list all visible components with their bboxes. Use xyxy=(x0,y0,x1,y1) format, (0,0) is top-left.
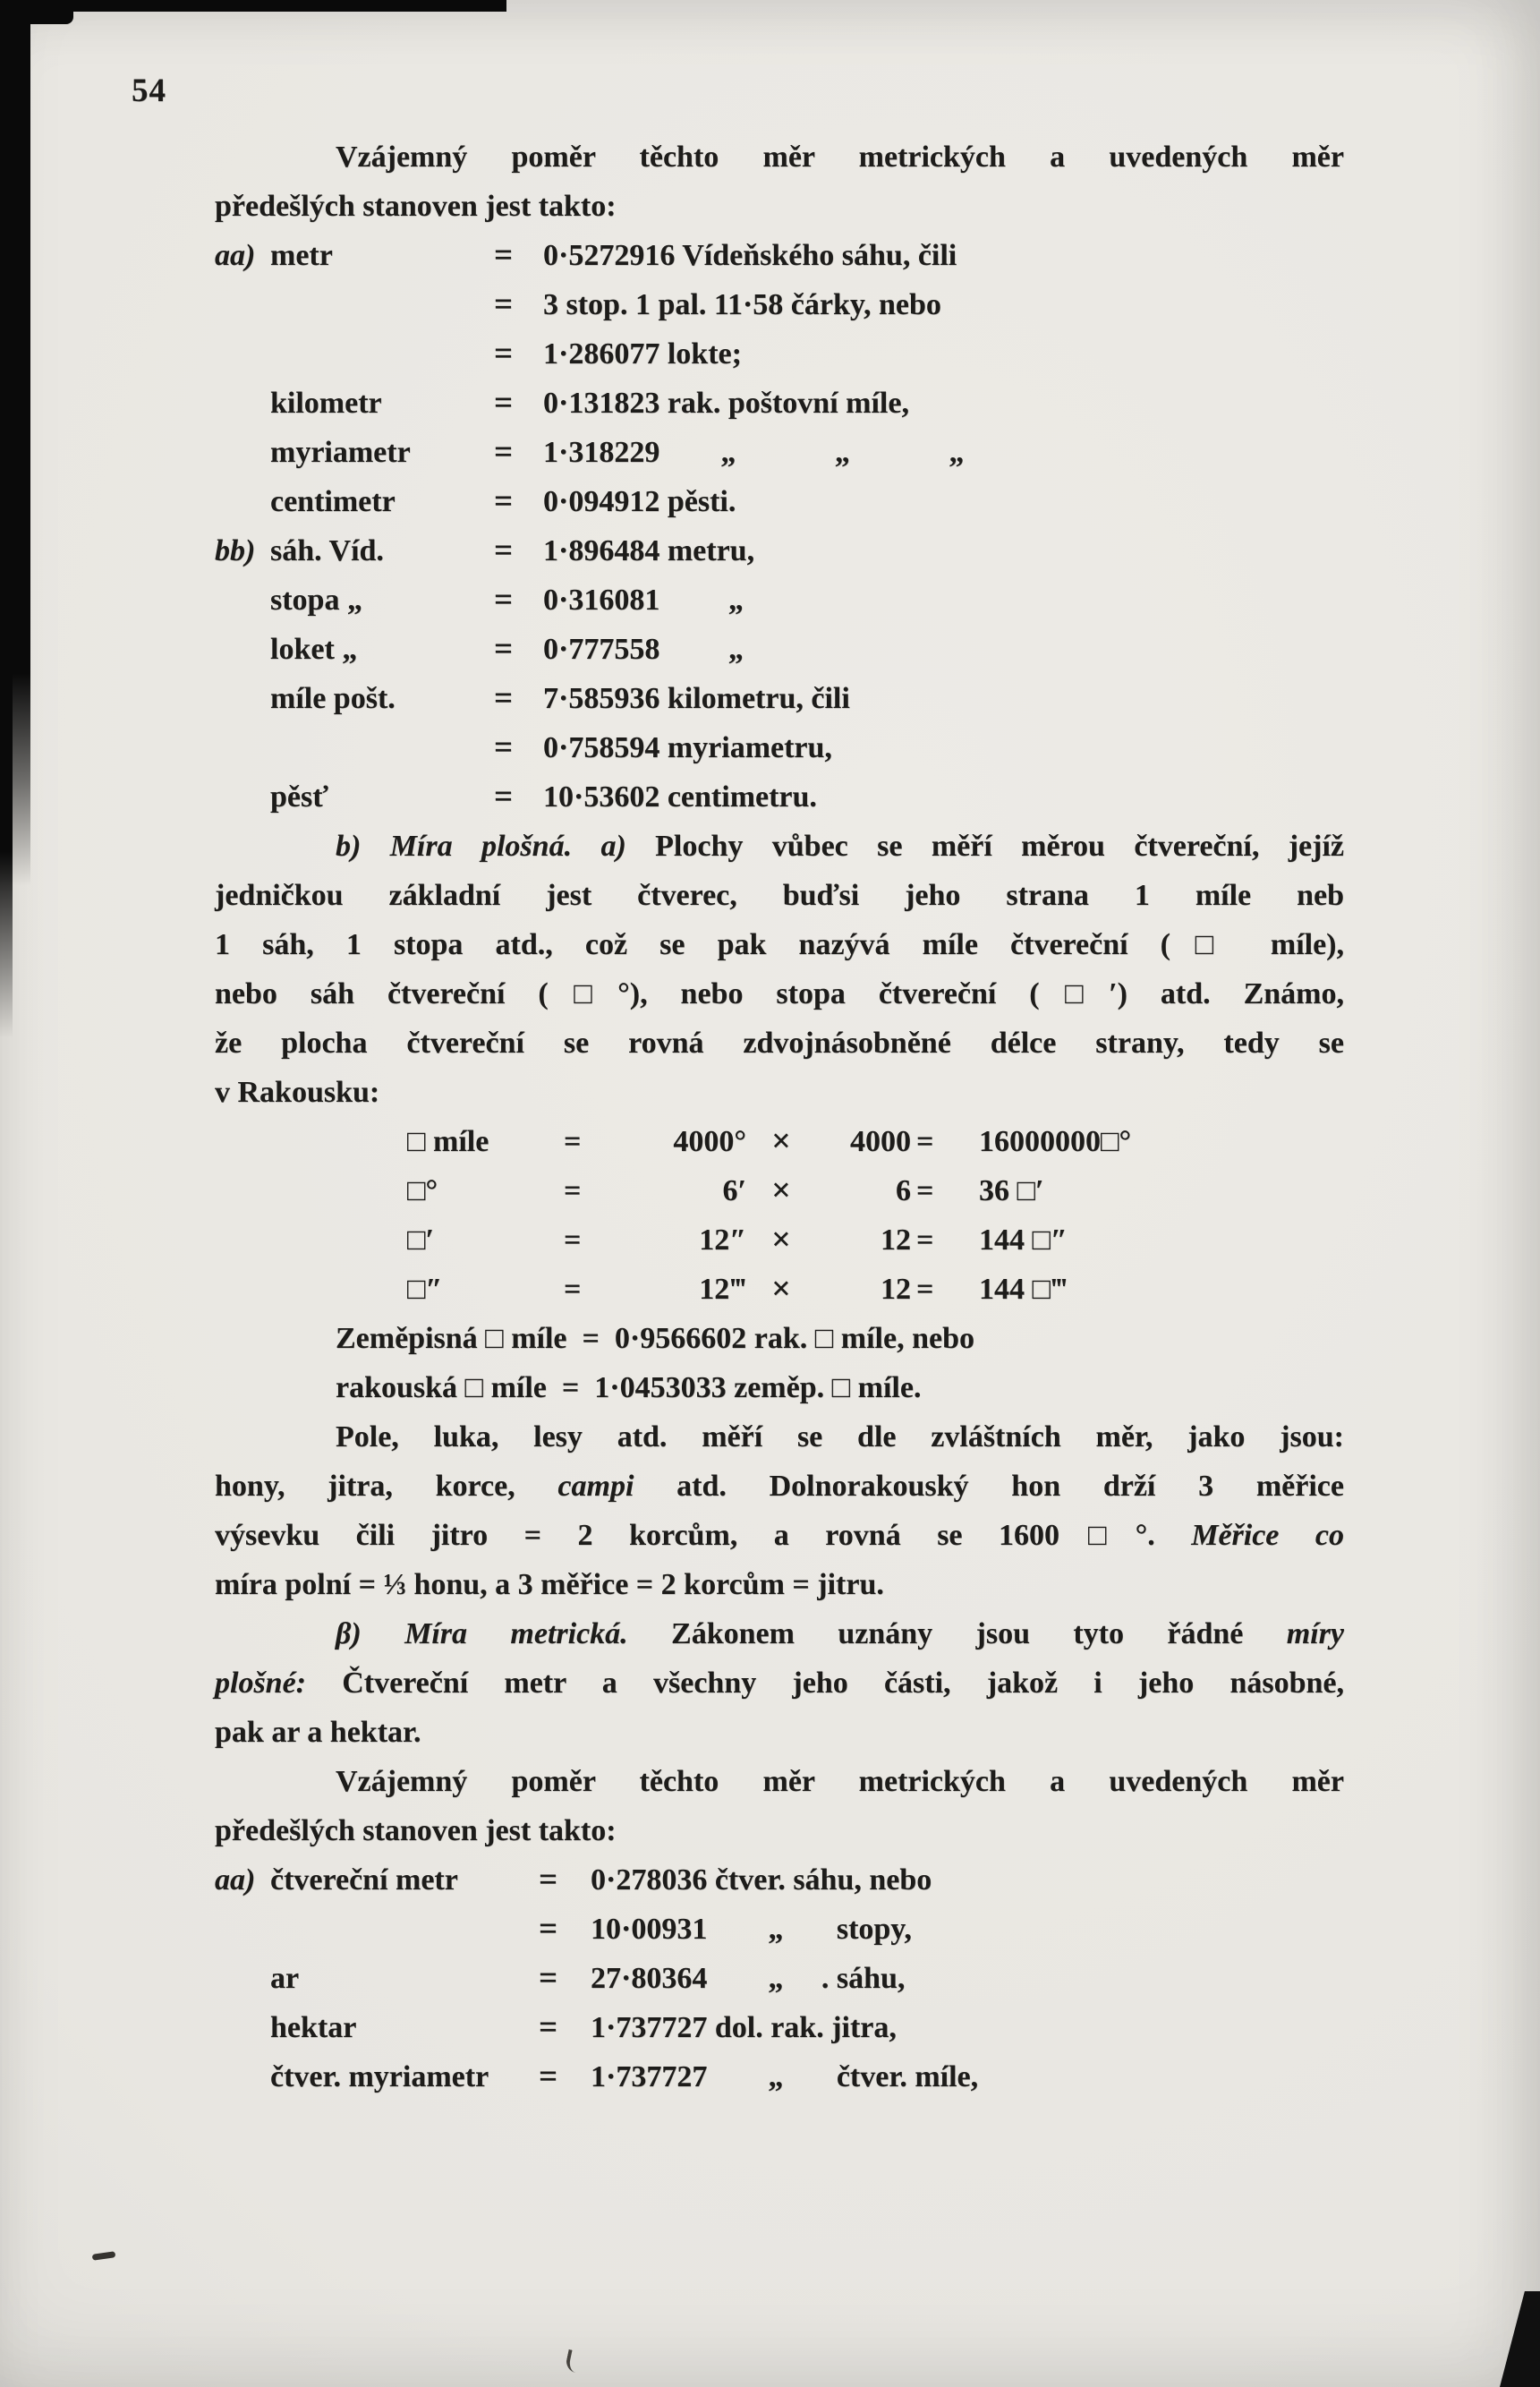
times-sign: × xyxy=(771,1221,791,1258)
measure-name: myriametr xyxy=(270,436,411,469)
measure-row-sah xyxy=(215,526,1344,575)
square-equation-row-stopa xyxy=(215,1215,1344,1265)
para-pole-text: hony, jitra, korce, xyxy=(215,1470,558,1503)
measure-name: čtver. myriametr xyxy=(270,2060,489,2093)
factor-a: 6′ xyxy=(722,1174,746,1207)
page-content xyxy=(215,132,1344,2101)
para-beta-italic: míry xyxy=(1286,1617,1344,1650)
item-tag: bb) xyxy=(215,534,256,567)
factor-a: 12‴ xyxy=(699,1273,746,1306)
measure-value: 0·758594 myriametru, xyxy=(543,731,832,764)
scan-corner-mark xyxy=(1500,2291,1540,2387)
para-beta-text: Zákonem uznány jsou tyto řádné xyxy=(627,1617,1287,1650)
measure-value: 0·131823 rak. poštovní míle, xyxy=(543,387,909,420)
factor-b: 4000 xyxy=(850,1125,911,1158)
equals-sign: = xyxy=(494,631,514,668)
equals-sign: = xyxy=(916,1273,934,1306)
factor-a: 4000° xyxy=(673,1125,746,1158)
area-row-ar xyxy=(215,1954,1344,2003)
area-row-ctverecni-metr xyxy=(215,1855,1344,1905)
times-sign: × xyxy=(771,1122,791,1160)
item-tag xyxy=(215,1905,270,1954)
equals-sign: = xyxy=(539,1960,558,1997)
geo-mile-line: Zeměpisná □ míle = 0·9566602 rak. □ míle, nebo xyxy=(336,1322,974,1355)
para-beta-heading: β) Míra metrická. xyxy=(336,1617,628,1650)
measure-row-mile-2 xyxy=(215,723,1344,772)
para-pole-line-4: míra polní = ⅓ honu, a 3 měřice = 2 korcům = jitru. xyxy=(215,1568,884,1601)
measure-name xyxy=(270,723,494,772)
scan-edge-top xyxy=(0,0,506,12)
para-b-line-6: v Rakousku: xyxy=(215,1076,380,1109)
square-lhs: □ míle xyxy=(407,1125,489,1158)
measure-value: 0·316081 „ xyxy=(543,584,744,617)
item-tag xyxy=(215,625,270,674)
measure-value: 0·094912 pěsti. xyxy=(543,485,736,518)
measure-value: 7·585936 kilometru, čili xyxy=(543,682,850,715)
item-tag xyxy=(215,723,270,772)
item-tag xyxy=(215,2003,270,2052)
item-tag xyxy=(215,428,270,477)
measure-row-centimetr xyxy=(215,477,1344,526)
equals-sign: = xyxy=(916,1174,934,1207)
equals-sign: = xyxy=(494,483,514,520)
measure-row-metr-3 xyxy=(215,329,1344,379)
measure-name: kilometr xyxy=(270,387,382,420)
equals-sign: = xyxy=(494,729,514,766)
equals-sign: = xyxy=(494,779,514,815)
intro-line-2: předešlých stanoven jest takto: xyxy=(215,190,617,223)
para-pole-line-2 xyxy=(215,1462,1344,1511)
measure-value: 0·5272916 Vídeňského sáhu, čili xyxy=(543,239,957,272)
measure-row-metr-2 xyxy=(215,280,1344,329)
equals-sign: = xyxy=(494,336,514,372)
item-tag xyxy=(215,329,270,379)
para-b-line-3: 1 sáh, 1 stopa atd., což se pak nazývá míle čtvereční (□ míle), xyxy=(215,928,1344,961)
measure-name: stopa „ xyxy=(270,584,362,617)
equals-sign: = xyxy=(539,2059,558,2095)
measure-name: loket „ xyxy=(270,633,358,666)
equals-sign: = xyxy=(539,2009,558,2046)
measure-name: sáh. Víd. xyxy=(270,534,384,567)
para-beta-line-3: pak ar a hektar. xyxy=(215,1716,421,1749)
para-b-line-4: nebo sáh čtvereční (□°), nebo stopa čtvereční (□′) atd. Známo, xyxy=(215,977,1344,1010)
square-result: 36 □′ xyxy=(979,1174,1044,1207)
item-tag xyxy=(215,280,270,329)
item-tag xyxy=(215,575,270,625)
para-b-line-5: že plocha čtvereční se rovná zdvojnásobněné délce strany, tedy se xyxy=(215,1027,1344,1060)
para-b-line-2: jedničkou základní jest čtverec, buďsi jeho strana 1 míle neb xyxy=(215,879,1344,912)
measure-value: 1·737727 dol. rak. jitra, xyxy=(591,2011,897,2044)
measure-row-loket xyxy=(215,625,1344,674)
equals-sign: = xyxy=(494,533,514,569)
square-equation-row-sah xyxy=(215,1166,1344,1215)
measure-value: 3 stop. 1 pal. 11·58 čárky, nebo xyxy=(543,288,941,321)
measure-value: 1·318229 „ „ „ xyxy=(543,436,965,469)
para-beta-line-2 xyxy=(215,1658,1344,1708)
equals-sign: = xyxy=(916,1125,934,1158)
item-tag xyxy=(215,674,270,723)
para-pole-line-3 xyxy=(215,1511,1344,1560)
square-lhs: □° xyxy=(407,1174,438,1207)
para-pole-text: výsevku čili jitro = 2 korcům, a rovná se 1600□°. xyxy=(215,1519,1192,1552)
times-sign: × xyxy=(771,1270,791,1308)
square-result: 16000000□° xyxy=(979,1125,1132,1158)
para-b-heading: b) Míra plošná. a) xyxy=(336,830,626,863)
factor-b: 6 xyxy=(896,1174,911,1207)
measure-name xyxy=(270,1905,539,1954)
scan-artifact-dash xyxy=(92,2251,116,2261)
square-result: 144 □‴ xyxy=(979,1273,1068,1306)
page-number: 54 xyxy=(132,72,166,109)
intro-line-1: Vzájemný poměr těchto měr metrických a uvedených měr xyxy=(336,141,1344,174)
para-beta-text: Čtvereční metr a všechny jeho části, jakož i jeho násobné, xyxy=(306,1667,1344,1700)
equals-sign: = xyxy=(494,286,514,323)
equals-sign: = xyxy=(494,582,514,618)
measure-name xyxy=(270,329,494,379)
measure-name: čtvereční metr xyxy=(270,1863,458,1897)
measure-name xyxy=(270,280,494,329)
area-row-ctverecni-metr-2 xyxy=(215,1905,1344,1954)
intro2-line-2: předešlých stanoven jest takto: xyxy=(215,1814,617,1847)
item-tag xyxy=(215,379,270,428)
measure-value: 0·777558 „ xyxy=(543,633,744,666)
measure-value: 10·53602 centimetru. xyxy=(543,780,817,814)
measure-name: míle pošt. xyxy=(270,682,396,715)
measure-row-myriametr xyxy=(215,428,1344,477)
measure-name: hektar xyxy=(270,2011,357,2044)
para-b-text: Plochy vůbec se měří měrou čtvereční, jejíž xyxy=(625,830,1345,863)
scan-artifact-paren xyxy=(565,2349,581,2373)
measure-row-kilometr xyxy=(215,379,1344,428)
equals-sign: = xyxy=(539,1911,558,1948)
scan-edge-left xyxy=(0,0,30,886)
equals-sign: = xyxy=(539,1862,558,1898)
intro2-line-1: Vzájemný poměr těchto měr metrických a uvedených měr xyxy=(336,1765,1344,1798)
measure-name: ar xyxy=(270,1962,300,1995)
para-b-line-1 xyxy=(215,822,1344,871)
measure-value: 1·737727 „ čtver. míle, xyxy=(591,2060,979,2093)
factor-a: 12″ xyxy=(699,1223,746,1257)
equals-sign: = xyxy=(494,385,514,422)
measure-name: pěsť xyxy=(270,780,328,814)
square-equation-row-palec xyxy=(215,1265,1344,1314)
para-beta-line-1 xyxy=(215,1609,1344,1658)
measure-row-pest xyxy=(215,772,1344,822)
measure-value: 10·00931 „ stopy, xyxy=(591,1913,912,1946)
equals-sign: = xyxy=(564,1223,582,1257)
para-pole-italic: Měřice co xyxy=(1191,1519,1345,1552)
area-row-ctver-myriametr xyxy=(215,2052,1344,2101)
item-tag: aa) xyxy=(215,1863,256,1897)
equals-sign: = xyxy=(564,1125,582,1158)
item-tag xyxy=(215,1954,270,2003)
square-equation-row-mile xyxy=(215,1117,1344,1166)
equals-sign: = xyxy=(494,434,514,471)
measure-name: centimetr xyxy=(270,485,396,518)
square-lhs: □′ xyxy=(407,1223,435,1257)
para-pole-italic: campi xyxy=(557,1470,634,1503)
measure-value: 27·80364 „ . sáhu, xyxy=(591,1962,906,1995)
area-row-hektar xyxy=(215,2003,1344,2052)
square-result: 144 □″ xyxy=(979,1223,1068,1257)
measure-value: 1·896484 metru, xyxy=(543,534,755,567)
equals-sign: = xyxy=(916,1223,934,1257)
measure-value: 0·278036 čtver. sáhu, nebo xyxy=(591,1863,932,1897)
item-tag xyxy=(215,477,270,526)
para-pole-line-1: Pole, luka, lesy atd. měří se dle zvláštních měr, jako jsou: xyxy=(336,1420,1344,1454)
square-lhs: □″ xyxy=(407,1273,443,1306)
austrian-mile-line: rakouská □ míle = 1·0453033 zeměp. □ míle. xyxy=(336,1371,922,1404)
measure-row-mile xyxy=(215,674,1344,723)
para-pole-text: atd. Dolnorakouský hon drží 3 měřice xyxy=(634,1470,1344,1503)
equals-sign: = xyxy=(564,1273,582,1306)
item-tag xyxy=(215,2052,270,2101)
factor-b: 12 xyxy=(881,1223,911,1257)
item-tag xyxy=(215,772,270,822)
measure-value: 1·286077 lokte; xyxy=(543,337,742,371)
measure-row-metr xyxy=(215,231,1344,280)
item-tag: aa) xyxy=(215,239,256,272)
factor-b: 12 xyxy=(881,1273,911,1306)
times-sign: × xyxy=(771,1172,791,1209)
equals-sign: = xyxy=(494,237,514,274)
measure-name: metr xyxy=(270,239,333,272)
equals-sign: = xyxy=(564,1174,582,1207)
para-beta-italic: plošné: xyxy=(215,1667,306,1700)
measure-row-stopa xyxy=(215,575,1344,625)
equals-sign: = xyxy=(494,680,514,717)
